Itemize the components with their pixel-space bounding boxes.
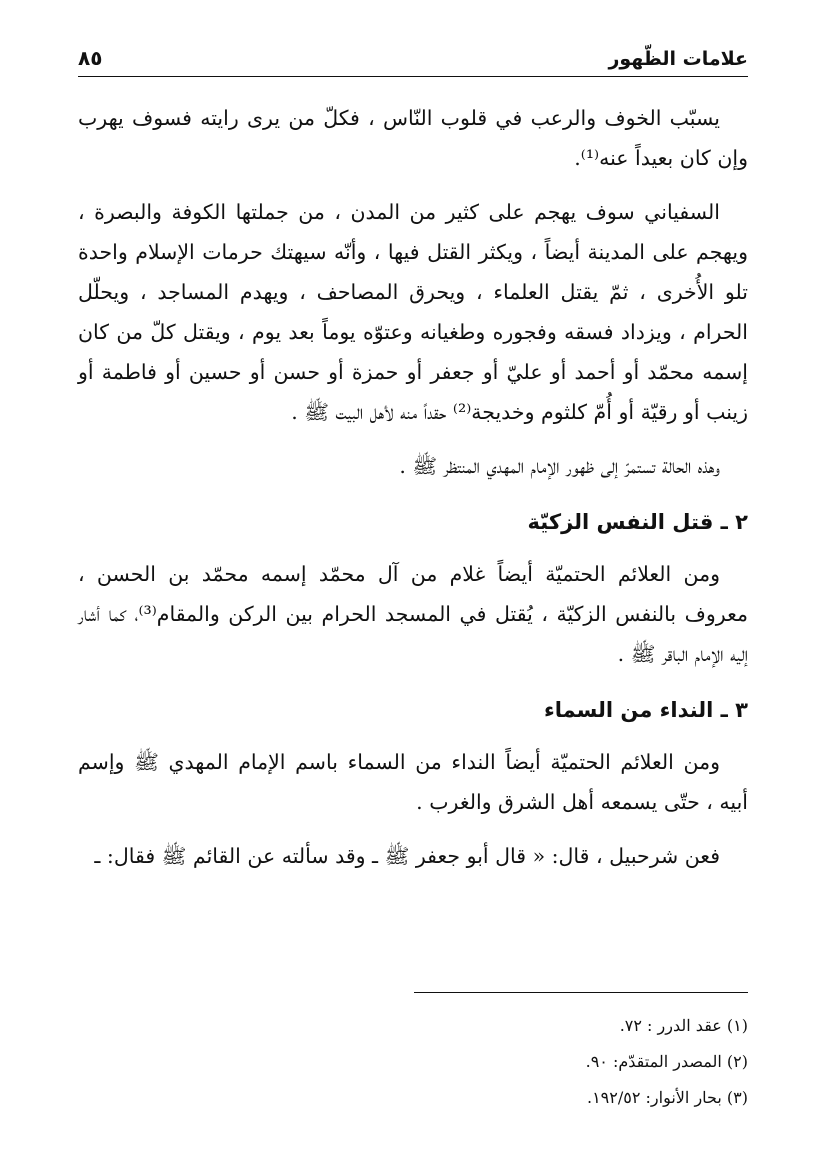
page-number: ٨٥ (78, 46, 103, 70)
footnote: (٢) المصدر المتقدّم: ٩٠. (585, 1052, 748, 1071)
paragraph: ومن العلائم الحتميّة أيضاً النداء من السماء باسم الإمام المهدي ﷺ وإسم أبيه ، حتّى يسمعه أهل الشرق والغرب . (78, 750, 748, 814)
footnote-rule (414, 992, 748, 993)
section-heading: ٢ ـ قتل النفس الزكيّة (527, 510, 748, 534)
page-header (78, 28, 748, 76)
main-text (78, 98, 748, 890)
footnote: (٣) بحار الأنوار: ١٩٢/٥٢. (586, 1088, 748, 1107)
paragraph: وهذه الحالة تستمرّ إلى ظهور الإمام المهدي المنتظر ﷺ . (399, 454, 720, 478)
section-heading: ٣ ـ النداء من السماء (543, 698, 748, 722)
paragraph: ومن العلائم الحتميّة أيضاً غلام من آل محمّد إسمه محمّد بن الحسن ، معروف بالنفس الزكيّة ، يُقتل في المسجد الحرام بين الركن والمقام⁽³⁾، كما أشار إليه الإمام الباقر ﷺ . (78, 562, 748, 666)
header-rule (78, 76, 748, 77)
paragraph: السفياني سوف يهجم على كثير من المدن ، من جملتها الكوفة والبصرة ، ويهجم على المدينة أيضاً ، ويكثر القتل فيها ، وأنّه سيهتك حرمات الإسلام واحدة تلو الأُخرى ، ثمّ يقتل العلماء ، ويحرق المصاحف ، ويهدم المساجد ، ويحلّل الحرام ، ويزداد فسقه وفجوره وطغيانه وعتوّه يوماً بعد يوم ، ويقتل كلّ من كان إسمه محمّد أو أحمد أو عليّ أو جعفر أو حمزة أو حسن أو حسين أو فاطمة أو زينب أو رقيّة أو أُمّ كلثوم وخديجة⁽²⁾ حقداً منه لأهل البيت ﷺ . (78, 200, 748, 424)
footnotes (78, 1008, 748, 1116)
paragraph: يسبّب الخوف والرعب في قلوب النّاس ، فكلّ من يرى رايته فسوف يهرب وإن كان بعيداً عنه⁽¹⁾. (78, 106, 748, 170)
running-title: علامات الظّهور (608, 48, 748, 70)
paragraph: فعن شرحبيل ، قال: « قال أبو جعفر ﷺ ـ وقد سألته عن القائم ﷺ فقال: ـ (94, 844, 720, 868)
footnote: (١) عقد الدرر : ٧٢. (619, 1016, 748, 1035)
